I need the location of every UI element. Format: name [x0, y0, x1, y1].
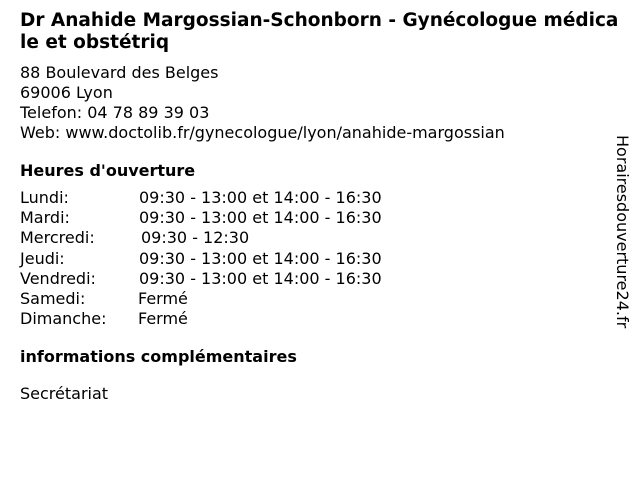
hours-heading: Heures d'ouverture — [20, 161, 196, 180]
hours-row — [20, 249, 620, 269]
day-hours: 09:30 - 13:00 et 14:00 - 16:30 — [139, 188, 382, 207]
day-hours: 09:30 - 12:30 — [141, 228, 250, 248]
web-line — [20, 123, 620, 143]
web-label: Web: — [20, 123, 61, 142]
hours-row — [20, 208, 620, 228]
day-hours: 09:30 - 13:00 et 14:00 - 16:30 — [139, 208, 382, 228]
extra-info-text: Secrétariat — [20, 384, 109, 404]
day-label: Mercredi: — [20, 228, 95, 248]
site-watermark: Horairesdouverture24.fr — [613, 135, 632, 329]
day-label: Dimanche: — [20, 309, 107, 329]
phone-number[interactable]: 04 78 89 39 03 — [87, 103, 210, 122]
day-hours: Fermé — [138, 309, 188, 329]
hours-row — [20, 269, 620, 289]
hours-row — [20, 188, 620, 208]
business-card — [20, 10, 620, 404]
contact-block — [20, 63, 620, 143]
address-street: 88 Boulevard des Belges — [20, 63, 219, 82]
day-hours: Fermé — [138, 289, 188, 309]
day-label: Jeudi: — [20, 248, 65, 268]
day-label: Vendredi: — [20, 268, 96, 288]
hours-row — [20, 309, 620, 329]
phone-line — [20, 103, 620, 123]
extra-info-heading: informations complémentaires — [20, 347, 297, 367]
address-city: 69006 Lyon — [20, 83, 113, 102]
hours-table — [20, 188, 620, 329]
phone-label: Telefon: — [20, 103, 83, 122]
hours-row — [20, 289, 620, 309]
day-label: Mardi: — [20, 208, 70, 228]
web-link[interactable]: www.doctolib.fr/gynecologue/lyon/anahide-margossian — [65, 123, 505, 142]
day-hours: 09:30 - 13:00 et 14:00 - 16:30 — [139, 248, 382, 268]
day-hours: 09:30 - 13:00 et 14:00 - 16:30 — [139, 268, 382, 288]
business-name: Dr Anahide Margossian-Schonborn - Gynécologue médicale et obstétriq — [20, 10, 619, 53]
hours-row — [20, 228, 620, 248]
day-label: Samedi: — [20, 289, 86, 309]
day-label: Lundi: — [20, 188, 69, 207]
